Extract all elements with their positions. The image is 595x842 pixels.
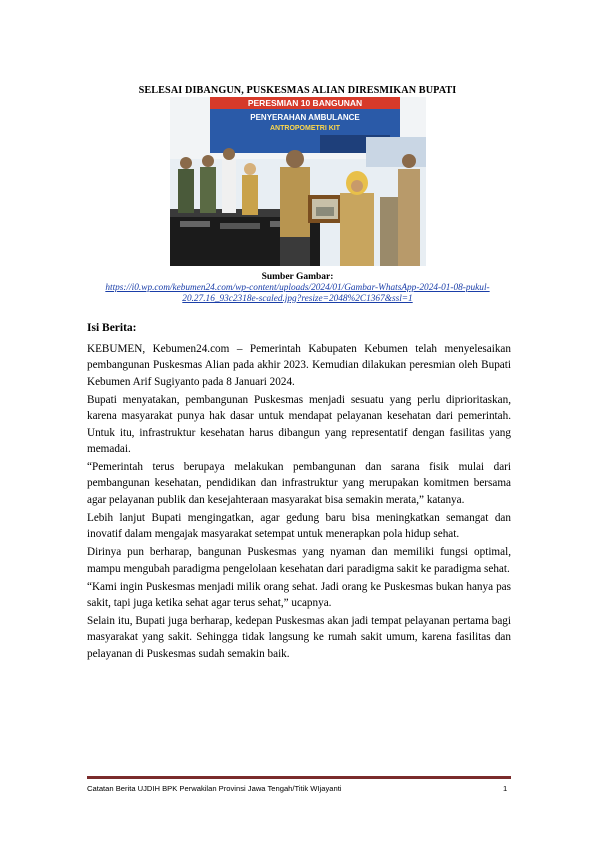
image-source-link[interactable]: https://i0.wp.com/kebumen24.com/wp-content/uploads/2024/01/Gambar-WhatsApp-2024-01-08-pukul-20.27.16_93c2318e-scaled.jpg?resize=2048%2C1367&ssl=1 [105,283,490,304]
banner-line-1: PERESMIAN 10 BANGUNAN [247,98,363,108]
paragraph: Selain itu, Bupati juga berharap, kedepan Puskesmas akan jadi tempat pelayanan pertama bagi masyarakat yang sakit. Sehingga tidak langsung ke rumah sakit umum, karena fasilitas dan pelayanan di Puskesmas sudah semakin baik. [87,615,511,660]
ceremony-photo [170,97,426,266]
paragraph: “Kami ingin Puskesmas menjadi milik orang sehat. Jadi orang ke Puskesmas bukan hanya pas sakit, tapi juga ketika sehat agar terus sehat,” ucapnya. [87,580,511,610]
paragraph: Lebih lanjut Bupati mengingatkan, agar gedung baru bisa meningkatkan semangat dan inovatif dalam mengajak masyarakat setempat untuk menerapkan pola hidup sehat. [87,511,511,541]
document-title: SELESAI DIBANGUN, PUSKESMAS ALIAN DIRESMIKAN BUPATI [138,85,457,96]
banner-line-2: PENYERAHAN AMBULANCE [250,113,360,122]
page-number: 1 [503,784,508,793]
banner-line-3: ANTROPOMETRI KIT [270,125,340,132]
paragraph: “Pemerintah terus berupaya melakukan pembangunan dan sarana fisik mulai dari pembangunan kesehatan, pendidikan dan infrastruktur yang merupakan komitmen bersama agar pelayanan publik dan kesejahteraan masyarakat bisa semakin merata,” katanya. [87,461,511,506]
paragraph: KEBUMEN, Kebumen24.com – Pemerintah Kabupaten Kebumen telah menyelesaikan pembangunan Puskesmas Alian pada akhir 2023. Kemudian dilakukan peresmian oleh Bupati Kebumen Arif Sugiyanto pada 8 Januari 2024. [87,343,511,388]
paragraph: Dirinya pun berharap, bangunan Puskesmas yang nyaman dan memiliki fungsi optimal, mampu mengubah paradigma pengelolaan kesehatan dari paradigma sakit ke paradigma sehat. [87,546,511,575]
article-body [87,341,511,664]
section-heading: Isi Berita: [87,322,137,334]
footer-text: Catatan Berita UJDIH BPK Perwakilan Provinsi Jawa Tengah/Titik WIjayanti [87,784,342,793]
paragraph: Bupati menyatakan, pembangunan Puskesmas menjadi sesuatu yang perlu diprioritaskan, karena masyarakat punya hak dasar untuk mendapat pelayanan kesehatan dari pemerintah. Untuk itu, infrastruktur kesehatan harus dibangun yang representatif dengan fasilitas yang memadai. [87,393,511,456]
footer-divider [87,776,511,779]
image-source-label: Sumber Gambar: [261,272,334,282]
